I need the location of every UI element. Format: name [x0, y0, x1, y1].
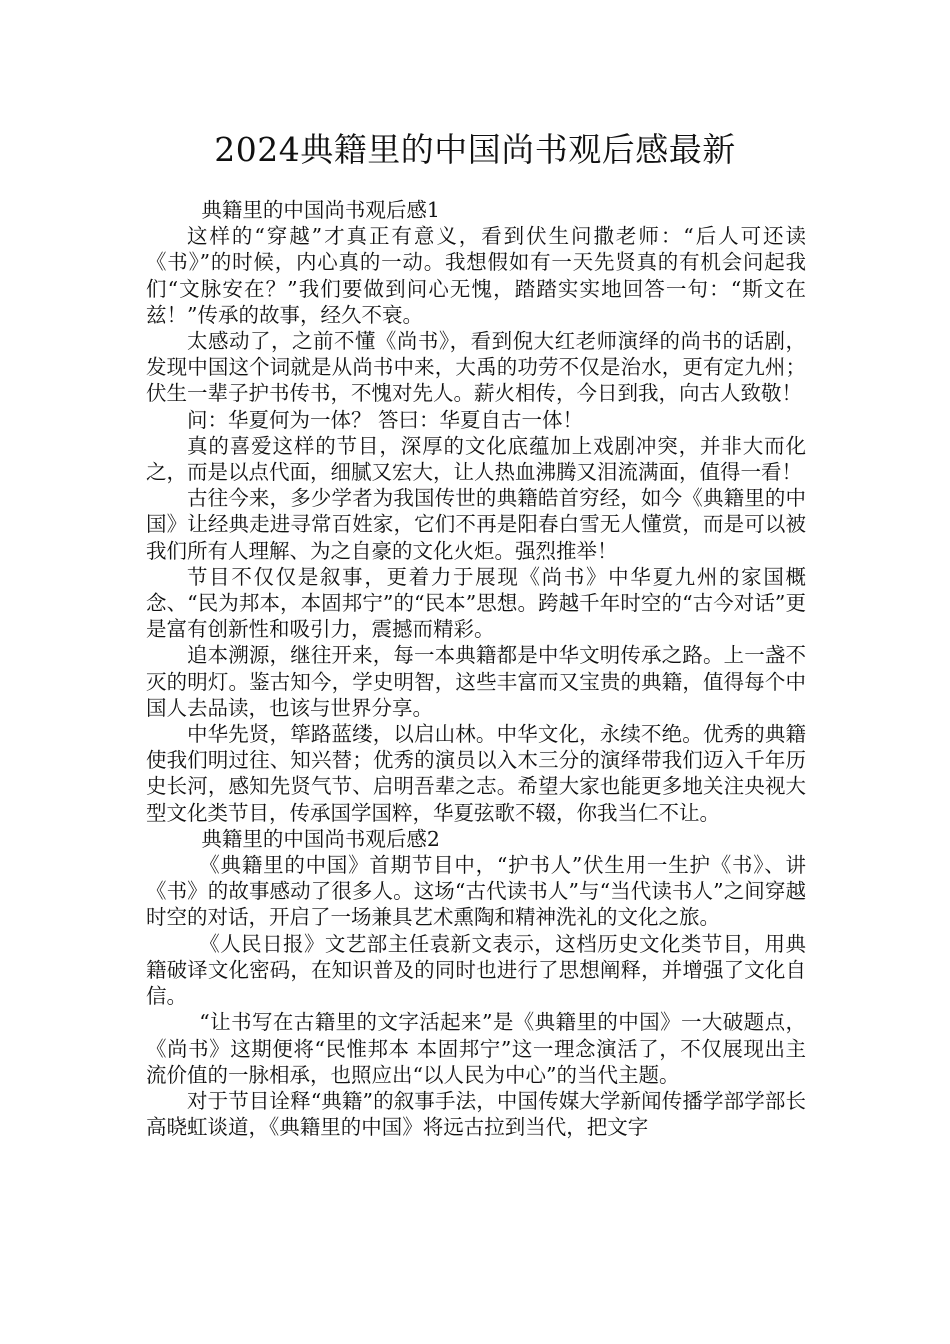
paragraph: 问：华夏何为一体？ 答曰：华夏自古一体！ — [187, 407, 584, 432]
paragraph: 中华先贤，筚路蓝缕，以启山林。中华文化，永续不绝。优秀的典籍使我们明过往、知兴替；优秀的演员以入木三分的演绎带我们迈入千年历史长河，感知先贤气节、启明吾辈之志。希望大家也能更多地关注央视大型文化类节目，传承国学国粹，华夏弦歌不辍，你我当仁不让。 — [146, 722, 806, 825]
section-heading-1: 典籍里的中国尚书观后感1 — [201, 198, 440, 222]
paragraph: 节目不仅仅是叙事，更着力于展现《尚书》中华夏九州的家国概念、“民为邦本，本固邦宁”的“民本”思想。跨越千年时空的“古今对话”更是富有创新性和吸引力，震撼而精彩。 — [146, 564, 806, 642]
section-heading-2: 典籍里的中国尚书观后感2 — [201, 826, 440, 851]
paragraph: 《人民日报》文艺部主任袁新文表示，这档历史文化类节目，用典籍破译文化密码，在知识普及的同时也进行了思想阐释，并增强了文化自信。 — [146, 931, 806, 1009]
paragraph: 真的喜爱这样的节目，深厚的文化底蕴加上戏剧冲突，并非大而化之，而是以点代面，细腻又宏大，让人热血沸腾又泪流满面，值得一看！ — [146, 433, 806, 485]
document-body — [146, 197, 806, 1140]
paragraph: 太感动了，之前不懂《尚书》，看到倪大红老师演绎的尚书的话剧，发现中国这个词就是从尚书中来，大禹的功劳不仅是治水，更有定九州；伏生一辈子护书传书，不愧对先人。薪火相传，今日到我，向古人致敬！ — [146, 329, 806, 406]
paragraph: 《典籍里的中国》首期节目中，“护书人”伏生用一生护《书》、讲《书》的故事感动了很多人。这场“古代读书人”与“当代读书人”之间穿越时空的对话，开启了一场兼具艺术熏陶和精神洗礼的文化之旅。 — [146, 853, 806, 930]
paragraph: 这样的“穿越”才真正有意义，看到伏生问撒老师：“后人可还读《书》”的时候，内心真的一动。我想假如有一天先贤真的有机会问起我们“文脉安在？”我们要做到问心无愧，踏踏实实地回答一句：“斯文在兹！”传承的故事，经久不衰。 — [146, 224, 806, 327]
document-title: 2024典籍里的中国尚书观后感最新 — [214, 130, 736, 169]
paragraph: 追本溯源，继往开来，每一本典籍都是中华文明传承之路。上一盏不灭的明灯。鉴古知今，学史明智，这些丰富而又宝贵的典籍，值得每个中国人去品读，也该与世界分享。 — [146, 643, 806, 720]
paragraph: 古往今来，多少学者为我国传世的典籍皓首穷经，如今《典籍里的中国》让经典走进寻常百姓家，它们不再是阳春白雪无人懂赏，而是可以被我们所有人理解、为之自豪的文化火炬。强烈推举！ — [146, 486, 806, 563]
paragraph: 对于节目诠释“典籍”的叙事手法，中国传媒大学新闻传播学部学部长高晓虹谈道，《典籍里的中国》将远古拉到当代，把文字 — [146, 1088, 806, 1140]
paragraph: “让书写在古籍里的文字活起来”是《典籍里的中国》一大破题点，《尚书》这期便将“民惟邦本 本固邦宁”这一理念演活了，不仅展现出主流价值的一脉相承，也照应出“以人民为中心”的当代主题。 — [146, 1010, 806, 1087]
